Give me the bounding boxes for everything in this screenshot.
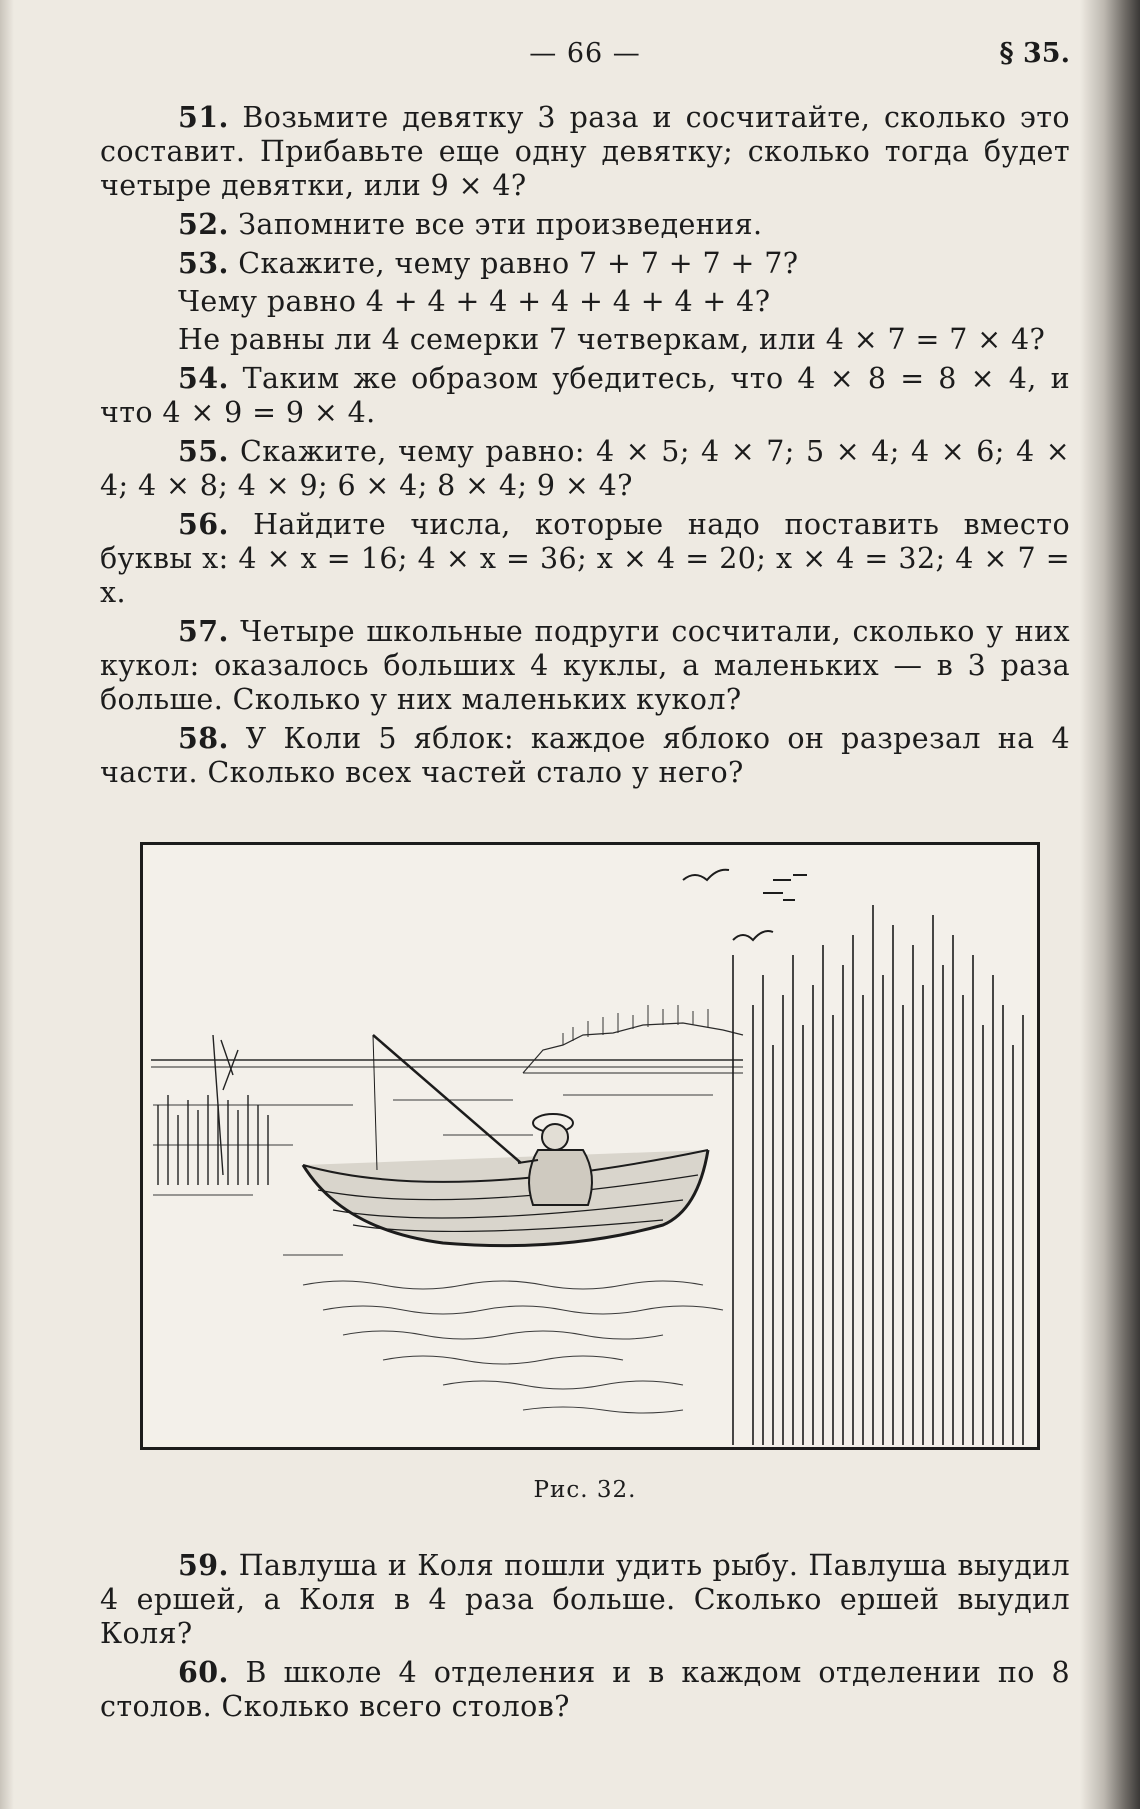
illustration-fisherman-boat (140, 842, 1040, 1450)
fishing-rod (373, 1035, 521, 1170)
problem-56: 56. Найдите числа, которые надо поставить вместо буквы x: 4 × x = 16; 4 × x = 36; x × 4 = 20; x × 4 = 32; 4 × 7 = x. (100, 507, 1070, 609)
page-left-shadow (0, 0, 14, 1809)
page-spine-shadow (1080, 0, 1140, 1809)
problem-60: 60. В школе 4 отделения и в каждом отделении по 8 столов. Сколько всего столов? (100, 1655, 1070, 1723)
problem-59: 59. Павлуша и Коля пошли удить рыбу. Павлуша выудил 4 ершей, а Коля в 4 раза больше. Сколько ершей выудил Коля? (100, 1548, 1070, 1650)
problem-53-line-2: Чему равно 4 + 4 + 4 + 4 + 4 + 4 + 4? (178, 285, 771, 318)
problems-block (100, 100, 1070, 794)
problem-53-line-3: Не равны ли 4 семерки 7 четверкам, или 4 × 7 = 7 × 4? (178, 323, 1046, 356)
left-reeds (158, 1035, 268, 1185)
right-reeds (733, 905, 1023, 1445)
fisherman-drawing (143, 845, 1037, 1447)
problem-51: 51. Возьмите девятку 3 раза и сосчитайте, сколько это составит. Прибавьте еще одну девятку; сколько тогда будет четыре девятки, или 9 × 4? (100, 100, 1070, 202)
figure-caption: Рис. 32. (533, 1477, 637, 1503)
page-header (100, 38, 1070, 78)
problem-52: 52. Запомните все эти произведения. (178, 207, 763, 241)
far-trees (563, 1005, 708, 1045)
section-mark: § 35. (999, 38, 1070, 69)
page-number: — 66 — (529, 38, 641, 69)
birds (683, 870, 807, 940)
horizon (151, 1023, 743, 1073)
problem-53: 53. Скажите, чему равно 7 + 7 + 7 + 7? (178, 246, 799, 280)
boat (303, 1150, 708, 1246)
problem-55: 55. Скажите, чему равно: 4 × 5; 4 × 7; 5 × 4; 4 × 6; 4 × 4; 4 × 8; 4 × 9; 6 × 4; 8 × 4; 9 × 4? (100, 434, 1070, 502)
problem-57: 57. Четыре школьные подруги сосчитали, сколько у них кукол: оказалось больших 4 куклы, а маленьких — в 3 раза больше. Сколько у них маленьких кукол? (100, 614, 1070, 716)
problem-58: 58. У Коли 5 яблок: каждое яблоко он разрезал на 4 части. Сколько всех частей стало у него? (100, 721, 1070, 789)
problem-54: 54. Таким же образом убедитесь, что 4 × 8 = 8 × 4, и что 4 × 9 = 9 × 4. (100, 361, 1070, 429)
problems-block-after (100, 1548, 1070, 1728)
